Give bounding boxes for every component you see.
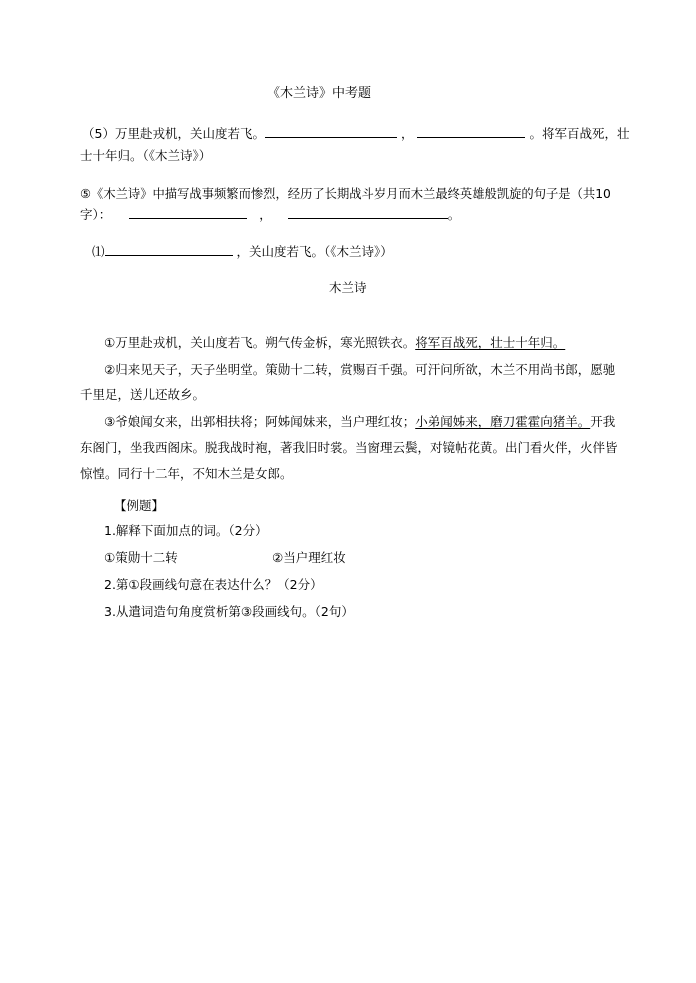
poem-paragraph-3-line-3: 惊惶。同行十二年，不知木兰是女郎。 [80, 466, 293, 481]
example-question-3: 3.从遣词造句角度赏析第③段画线句。（2句） [104, 604, 354, 619]
poem-paragraph-3-line-2: 东阁门，坐我西阁床。脱我战时袍，著我旧时裳。当窗理云鬓，对镜帖花黄。出门看火伴，火伴皆 [80, 440, 618, 455]
question-circle5-line-2 [80, 205, 460, 223]
question-1-prefix: ⑴ [92, 244, 105, 259]
question-1-line [92, 242, 393, 260]
question-5-line-1 [82, 124, 629, 142]
example-question-1-item-a: ①策勋十二转 [104, 550, 178, 565]
poem-text: ③爷娘闻女来，出郭相扶将；阿姊闻妹来，当户理红妆； [104, 414, 416, 429]
answer-blank[interactable] [288, 206, 448, 219]
underlined-sentence: 将军百战死，壮士十年归。 [415, 335, 566, 350]
answer-blank[interactable] [265, 125, 397, 138]
question-5-prefix: （5）万里赴戎机，关山度若飞。 [82, 126, 265, 141]
poem-paragraph-2-line-2: 千里足，送儿还故乡。 [80, 387, 206, 402]
punctuation: 。 [529, 126, 542, 141]
punctuation: ， [259, 207, 272, 222]
poem-paragraph-1 [104, 333, 565, 351]
example-heading: 【例题】 [114, 498, 165, 513]
example-question-1-item-b: ②当户理红妆 [272, 550, 346, 565]
question-circle5-prefix: 字）： [80, 207, 112, 222]
underlined-sentence: 小弟闻姊来，磨刀霍霍向猪羊。 [415, 414, 591, 429]
question-5-suffix: 将军百战死，壮 [541, 126, 630, 141]
answer-blank[interactable] [417, 125, 525, 138]
answer-blank[interactable] [129, 206, 247, 219]
poem-title: 木兰诗 [329, 280, 367, 295]
punctuation: ， [400, 126, 414, 141]
poem-text: ①万里赴戎机，关山度若飞。朔气传金柝，寒光照铁衣。 [104, 335, 416, 350]
poem-paragraph-3-line-1 [104, 412, 615, 430]
poem-text: 开我 [590, 414, 616, 429]
example-question-2: 2.第①段画线句意在表达什么？（2分） [104, 577, 323, 592]
document-title: 《木兰诗》中考题 [267, 86, 372, 101]
question-circle5-line-1: ⑤《木兰诗》中描写战事频繁而惨烈，经历了长期战斗岁月而木兰最终英雄般凯旋的句子是（共10 [80, 187, 611, 201]
answer-blank[interactable] [105, 243, 233, 256]
example-question-1: 1.解释下面加点的词。（2分） [104, 523, 268, 538]
punctuation: 。 [447, 207, 461, 222]
question-1-suffix: ，关山度若飞。（《木兰诗》） [236, 244, 393, 259]
question-5-line-2: 士十年归。（《木兰诗》） [80, 148, 212, 163]
poem-paragraph-2-line-1: ②归来见天子，天子坐明堂。策勋十二转，赏赐百千强。可汗问所欲，木兰不用尚书郎，愿驰 [104, 362, 616, 377]
